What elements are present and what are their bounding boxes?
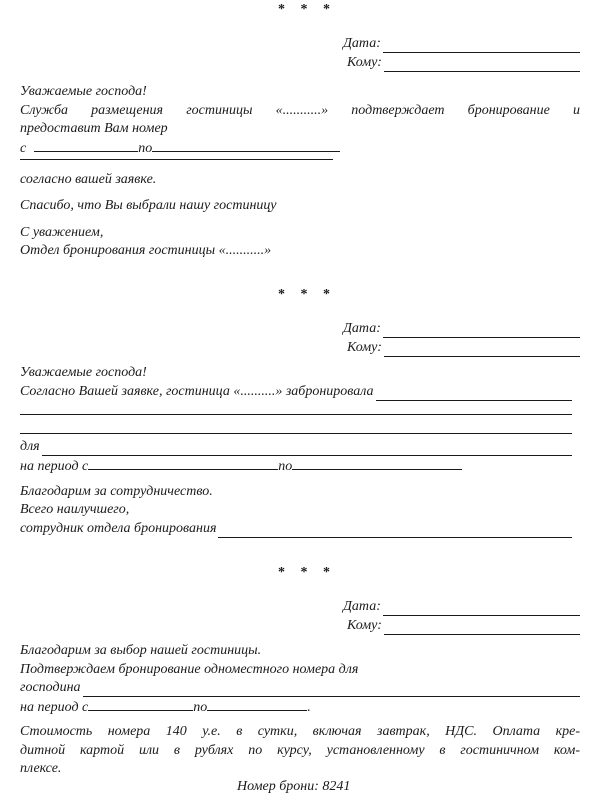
salutation: Уважаемые господа! (20, 84, 147, 99)
date-input-line[interactable] (383, 601, 580, 616)
period-line (20, 696, 311, 717)
period-end: . (307, 700, 311, 715)
start-date-line[interactable] (34, 137, 138, 152)
recipient-label: Кому: (347, 55, 382, 70)
section-divider: * * * (278, 2, 336, 17)
date-label: Дата: (343, 321, 381, 336)
date-input-line[interactable] (383, 323, 580, 338)
cost-line: Стоимость номера 140 у.е. в сутки, включая завтрак, НДС. Оплата кре- (20, 724, 580, 739)
regards-line: Всего наилучшего, (20, 502, 130, 517)
end-date-line[interactable] (152, 137, 340, 152)
section-divider: * * * (278, 287, 336, 302)
period-label: на период с (20, 700, 89, 715)
booking-line (20, 382, 572, 401)
recipient-field (347, 616, 580, 635)
cost-line: плексе. (20, 761, 62, 776)
start-date-line[interactable] (88, 696, 193, 711)
date-label: Дата: (343, 36, 381, 51)
signature-input-line[interactable] (218, 523, 572, 538)
mister-line (20, 678, 580, 697)
for-input-line[interactable] (42, 441, 572, 456)
body-line: Благодарим за выбор нашей гостиницы. (20, 643, 262, 658)
regards-line: С уважением, (20, 225, 104, 240)
recipient-label: Кому: (347, 340, 382, 355)
booking-number: Номер брони: 8241 (237, 779, 351, 794)
to-label: по (193, 700, 208, 715)
end-date-line[interactable] (207, 696, 307, 711)
date-field (343, 597, 580, 616)
cost-line: дитной картой или в рублях по курсу, установленному в гостиничном ком- (20, 743, 580, 758)
signature-line: Отдел бронирования гостиницы «...........» (20, 243, 272, 258)
recipient-field (347, 53, 580, 72)
body-line: Согласно Вашей заявке, гостиница «..........» забронировала (20, 384, 374, 399)
salutation: Уважаемые господа! (20, 365, 147, 380)
period-line (20, 455, 462, 476)
date-label: Дата: (343, 599, 381, 614)
body-line: Служба размещения гостиницы «...........» подтверждает бронирование и (20, 103, 580, 118)
blank-line[interactable] (20, 433, 572, 434)
recipient-input-line[interactable] (384, 620, 580, 635)
signature-line (20, 519, 572, 538)
guest-name-line[interactable] (83, 682, 580, 697)
to-label: по (278, 459, 293, 474)
blank-line[interactable] (20, 414, 572, 415)
from-label: с (20, 141, 27, 156)
mister-label: господина (20, 680, 81, 695)
to-label: по (138, 141, 153, 156)
end-date-line[interactable] (292, 455, 462, 470)
start-date-line[interactable] (88, 455, 278, 470)
date-input-line[interactable] (383, 38, 580, 53)
date-field (343, 34, 580, 53)
date-field (343, 319, 580, 338)
body-line: согласно вашей заявке. (20, 172, 157, 187)
recipient-input-line[interactable] (384, 342, 580, 357)
recipient-input-line[interactable] (384, 57, 580, 72)
thanks-line: Благодарим за сотрудничество. (20, 484, 213, 499)
booking-details-line[interactable] (376, 386, 572, 401)
thanks-line: Спасибо, что Вы выбрали нашу гостиницу (20, 198, 277, 213)
signature-label: сотрудник отдела бронирования (20, 521, 217, 536)
recipient-label: Кому: (347, 618, 382, 633)
date-range-line (20, 137, 340, 158)
section-divider: * * * (278, 565, 336, 580)
for-label: для (20, 439, 40, 454)
blank-line[interactable] (20, 159, 333, 160)
body-line: предоставит Вам номер (20, 121, 168, 136)
for-line (20, 437, 572, 456)
period-label: на период с (20, 459, 89, 474)
body-line: Подтверждаем бронирование одноместного номера для (20, 662, 359, 677)
recipient-field (347, 338, 580, 357)
